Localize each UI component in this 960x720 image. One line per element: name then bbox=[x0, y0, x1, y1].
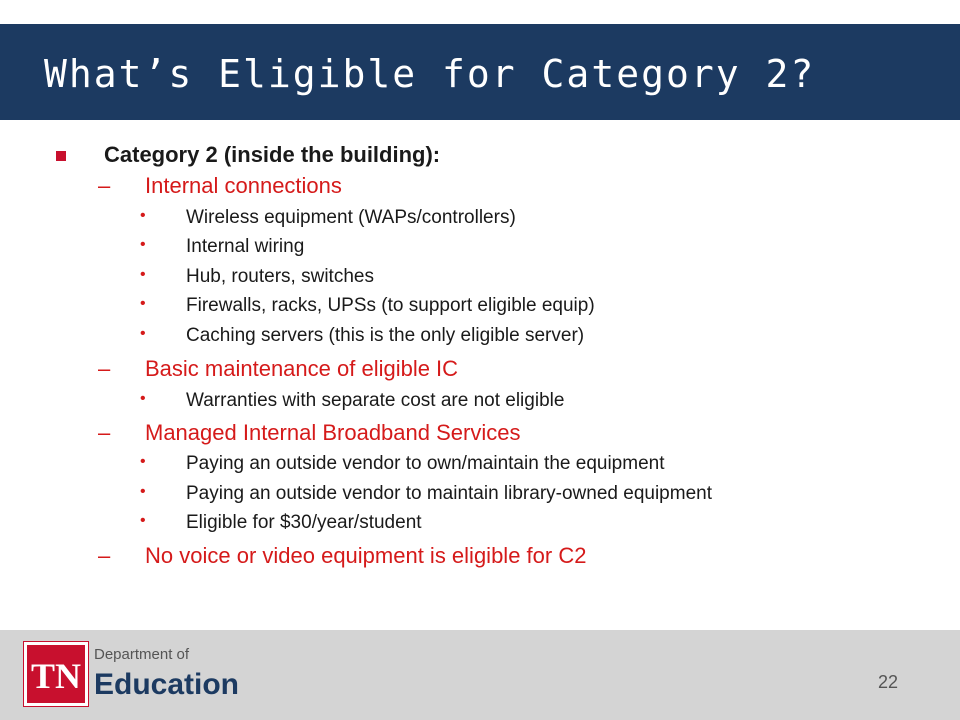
slide-title: What’s Eligible for Category 2? bbox=[44, 52, 816, 96]
dot-bullet-icon: • bbox=[140, 295, 146, 312]
page-number: 22 bbox=[878, 672, 899, 692]
list-item: Wireless equipment (WAPs/controllers) bbox=[186, 207, 516, 228]
dot-bullet-icon: • bbox=[140, 483, 146, 500]
dot-bullet-icon: • bbox=[140, 512, 146, 529]
list-item: Paying an outside vendor to maintain library-owned equipment bbox=[186, 483, 712, 504]
main-heading: Category 2 (inside the building): bbox=[104, 142, 441, 167]
dash-bullet-icon: – bbox=[98, 543, 111, 568]
dot-bullet-icon: • bbox=[140, 207, 146, 224]
dot-bullet-icon: • bbox=[140, 453, 146, 470]
section-label: Managed Internal Broadband Services bbox=[145, 420, 521, 445]
dot-bullet-icon: • bbox=[140, 266, 146, 283]
list-item: Paying an outside vendor to own/maintain the equipment bbox=[186, 453, 665, 474]
logo-mark: TN bbox=[30, 656, 81, 696]
logo-org-text: Education bbox=[94, 668, 240, 701]
square-bullet-icon bbox=[56, 151, 66, 161]
list-item: Firewalls, racks, UPSs (to support eligible equip) bbox=[186, 295, 595, 316]
dash-bullet-icon: – bbox=[98, 356, 111, 381]
list-item: Warranties with separate cost are not eligible bbox=[186, 390, 565, 411]
dot-bullet-icon: • bbox=[140, 325, 146, 342]
dash-bullet-icon: – bbox=[98, 420, 111, 445]
section-label: No voice or video equipment is eligible for C2 bbox=[145, 543, 587, 568]
list-item: Hub, routers, switches bbox=[186, 266, 374, 287]
list-item: Eligible for $30/year/student bbox=[186, 512, 422, 533]
section-label: Internal connections bbox=[145, 173, 342, 198]
logo-department-text: Department of bbox=[94, 646, 190, 663]
dot-bullet-icon: • bbox=[140, 236, 146, 253]
tn-logo-icon bbox=[24, 642, 88, 706]
section-label: Basic maintenance of eligible IC bbox=[145, 356, 459, 381]
footer-bar bbox=[0, 630, 960, 720]
list-item: Caching servers (this is the only eligible server) bbox=[186, 325, 585, 346]
dash-bullet-icon: – bbox=[98, 173, 111, 198]
dot-bullet-icon: • bbox=[140, 390, 146, 407]
list-item: Internal wiring bbox=[186, 236, 305, 257]
